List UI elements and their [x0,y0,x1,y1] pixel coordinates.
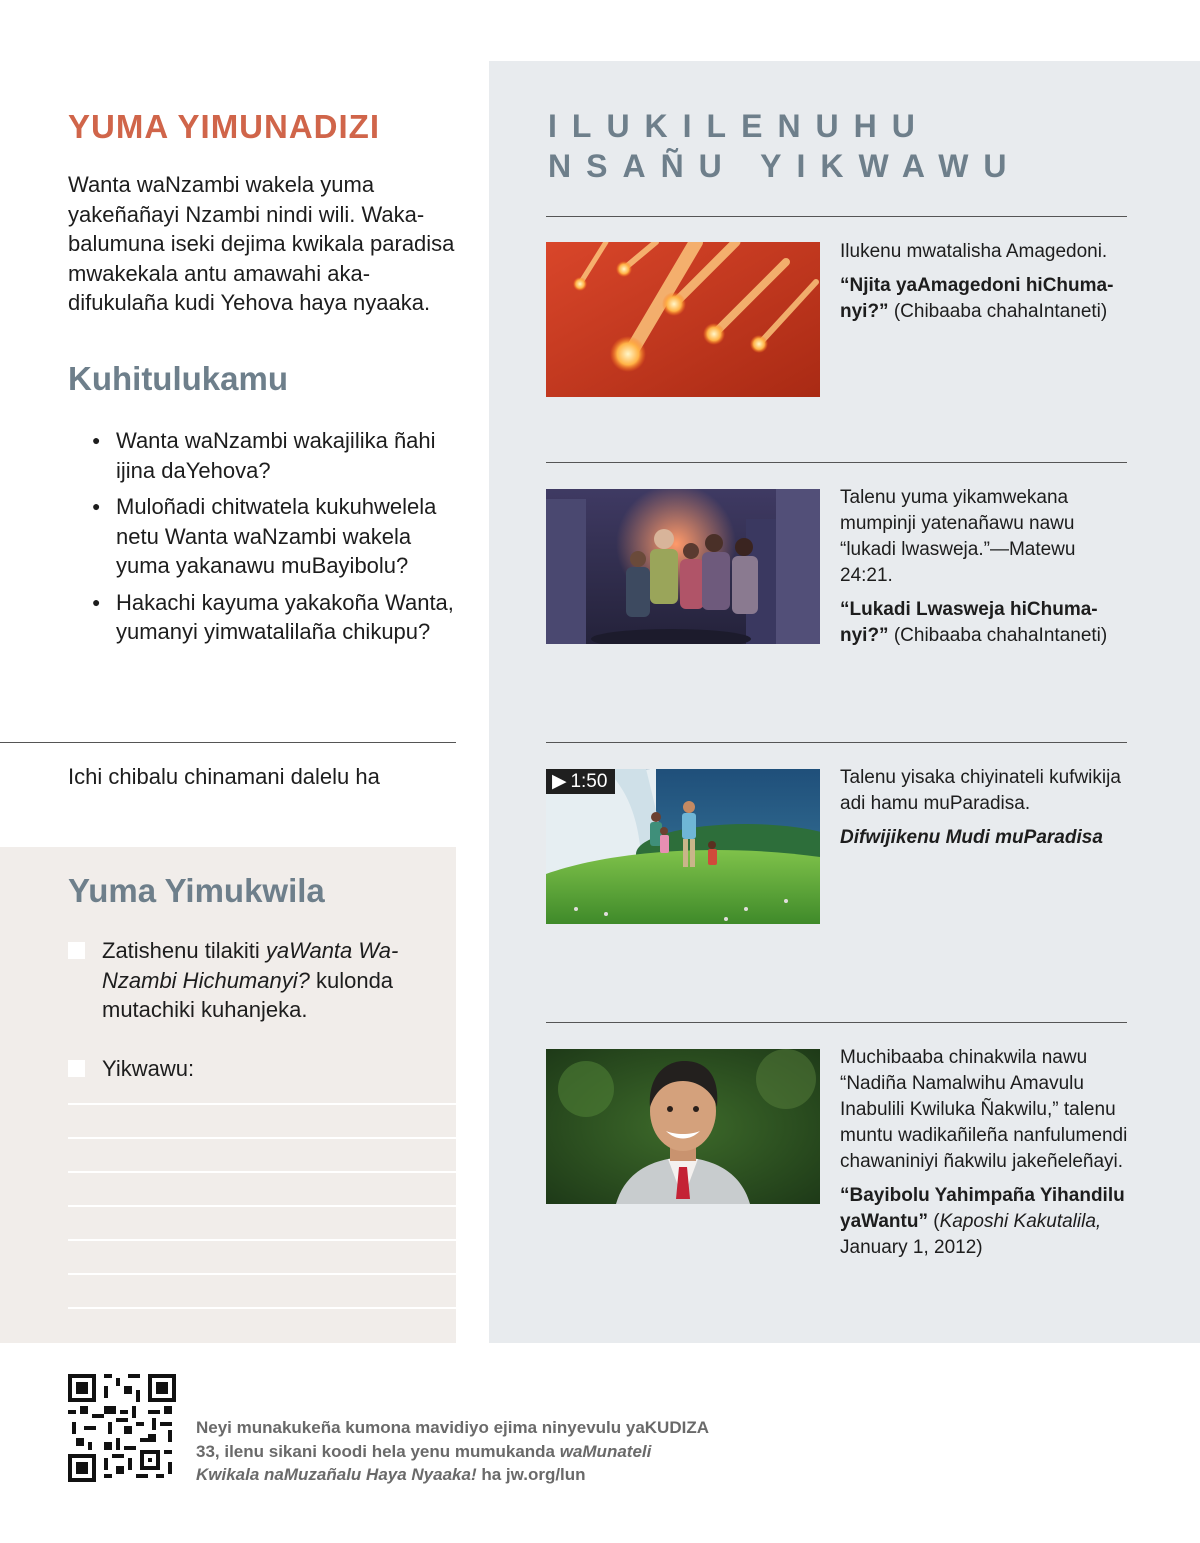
task-text: Yikwawu: [102,1056,195,1081]
item-link[interactable]: Difwijikenu Mudi muParadisa [840,827,1103,848]
write-line[interactable] [68,1171,456,1173]
video-duration-badge [546,769,615,794]
family-city-image[interactable] [546,489,820,644]
review-question: ● Muloñadi chitwatela kukuhwelela netu Wanta waNzambi wakela yuma yakanawu muBayibolu? [68,492,460,581]
item-source: (Chibaaba chahaIntaneti) [888,301,1108,322]
write-line[interactable] [68,1239,456,1241]
summary-title: YUMA YIMUNADIZI [68,108,380,145]
claim-text: Ichi chibalu chinamani dalelu ha [68,764,380,789]
write-line[interactable] [68,1137,456,1139]
item-source: January 1, 2012) [840,1237,983,1258]
task-item-tract [68,936,448,1025]
explore-item-4 [840,1045,1130,1269]
review-question: ● Wanta waNzambi wakajilika ñahi ijina daYehova? [68,426,460,485]
write-line[interactable] [68,1205,456,1207]
footer-text [196,1416,716,1487]
task-text-italic: yaWanta WaNzambi Hichumanyi? [102,938,399,993]
item-description: Muchibaaba chinakwila nawu “Nadiña Namalwihu Amavulu Inabulili Kwiluka Ñakwilu,” talenu muntu wadikañileña nanfulumendi chawaniniyi ñakwilu jakeñeleñayi. [840,1047,1128,1172]
checkbox[interactable] [68,942,85,959]
item-description: Talenu yisaka chiyinateli kufwikija adi hamu muParadisa. [840,767,1121,814]
review-title: Kuhitulukamu [68,360,288,397]
explore-item-3 [840,765,1130,859]
review-question: ● Hakachi kayuma yakakoña Wanta, yumanyi yimwatalilaña chikupu? [68,588,460,647]
item-description: Ilukenu mwatalisha Amagedoni. [840,241,1108,262]
item-source-italic: Kaposhi Kakutalila, [939,1211,1102,1232]
task-box [0,847,456,1343]
footer-book-title: waMunateli Kwikala naMuzañalu Haya Nyaaka! [196,1441,652,1484]
meteors-image[interactable] [546,242,820,397]
summary-body: Wanta waNzambi wakela yuma yakeñañayi Nzambi nindi wili. Wakabalumuna iseki dejima kwikala paradisa mwakekala antu amawahi akadifukulaña kudi Yehova haya nyaaka. [68,172,455,315]
explore-title: ILUKILENUHU NSAÑU YIKWAWU [548,108,1022,184]
review-questions [68,426,460,654]
item-description: Talenu yuma yikamwekana mumpinji yatenañawu nawu “lukadi lwasweja.”—Matewu 24:21. [840,487,1076,586]
divider [546,216,1127,217]
footer-link[interactable]: ha jw.org/lun [476,1465,586,1484]
checkbox[interactable] [68,1060,85,1077]
play-icon: ▶ [552,771,567,792]
task-item-other [68,1054,448,1084]
video-duration: 1:50 [570,771,608,792]
task-text: kulonda mutachiki kuhanjeka. [102,967,394,1022]
explore-item-2 [840,485,1130,657]
divider [546,462,1127,463]
divider [0,742,456,743]
divider [546,742,1127,743]
paradise-video-thumbnail[interactable] [546,769,820,924]
man-portrait-image[interactable] [546,1049,820,1204]
write-line[interactable] [68,1273,456,1275]
write-line[interactable] [68,1307,456,1309]
task-title: Yuma Yimukwila [68,872,325,909]
item-link[interactable]: “Njita yaAmagedoni hiChumanyi?” [840,275,1114,322]
footer-text-part: Neyi munakukeña kumona mavidiyo ejima ninyevulu yaKUDIZA 33, ilenu sikani koodi hela yenu mumukanda [196,1418,709,1461]
explore-item-1 [840,239,1130,333]
item-source: ( [927,1211,940,1232]
item-link[interactable]: “Bayibolu Yahimpaña Yihandilu yaWantu” [840,1185,1125,1232]
qr-code-icon[interactable] [68,1374,176,1482]
item-source: (Chibaaba chahaIntaneti) [888,625,1108,646]
divider [546,1022,1127,1023]
write-line[interactable] [68,1103,456,1105]
task-text: Zatishenu tilakiti [102,938,266,963]
item-link[interactable]: “Lukadi Lwasweja hiChumanyi?” [840,599,1098,646]
